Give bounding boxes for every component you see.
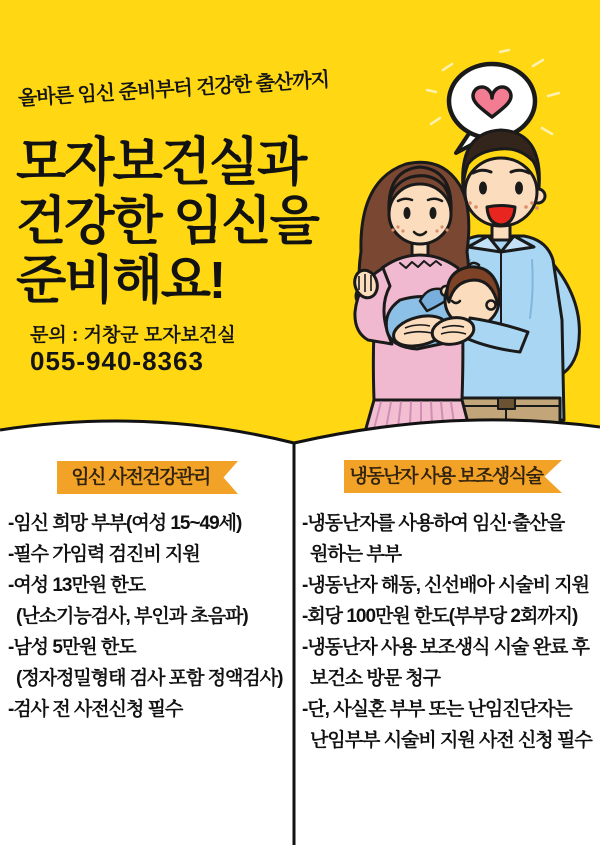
title-line-3: 준비해요! xyxy=(16,252,225,310)
section-title: 냉동난자 사용 보조생식술 xyxy=(349,466,543,487)
list-item: 보건소 방문 청구 xyxy=(310,668,441,689)
title-line-2: 건강한 임신을 xyxy=(16,193,318,251)
section-title: 임신 사전건강관리 xyxy=(71,467,210,488)
list-item: -검사 전 사전신청 필수 xyxy=(8,699,183,720)
list-item: -냉동난자 해동, 신선배아 시술비 지원 xyxy=(302,575,590,596)
list-item: -여성 13만원 한도 xyxy=(8,575,146,596)
list-item: -남성 5만원 한도 xyxy=(8,637,136,658)
phone-number: 055-940-8363 xyxy=(30,346,204,376)
list-item: -회당 100만원 한도(부부당 2회까지) xyxy=(302,606,578,627)
list-item: (정자정밀형태 검사 포함 정액검사) xyxy=(16,668,283,689)
contact-line: 문의 : 거창군 모자보건실 xyxy=(30,325,236,346)
list-item: -냉동난자를 사용하여 임신·출산을 xyxy=(302,513,565,534)
frozen-egg-list xyxy=(302,508,596,756)
hero-tagline: 올바른 임신 준비부터 건강한 출산까지 xyxy=(17,69,330,110)
poster-title xyxy=(16,134,318,311)
list-item: -필수 가임력 검진비 지원 xyxy=(8,544,200,565)
title-line-1: 모자보건실과 xyxy=(16,134,306,192)
list-item: 난임부부 시술비 지원 사전 신청 필수 xyxy=(310,730,592,751)
list-item: (난소기능검사, 부인과 초음파) xyxy=(16,606,248,627)
list-item: -냉동난자 사용 보조생식 시술 완료 후 xyxy=(302,637,590,658)
list-item: -임신 희망 부부(여성 15~49세) xyxy=(8,513,242,534)
list-item: -단, 사실혼 부부 또는 난임진단자는 xyxy=(302,699,572,720)
pre-pregnancy-list xyxy=(8,508,290,725)
list-item: 원하는 부부 xyxy=(310,544,402,565)
section-banner-frozen-egg xyxy=(344,460,562,493)
section-banner-pre-pregnancy xyxy=(57,461,238,494)
